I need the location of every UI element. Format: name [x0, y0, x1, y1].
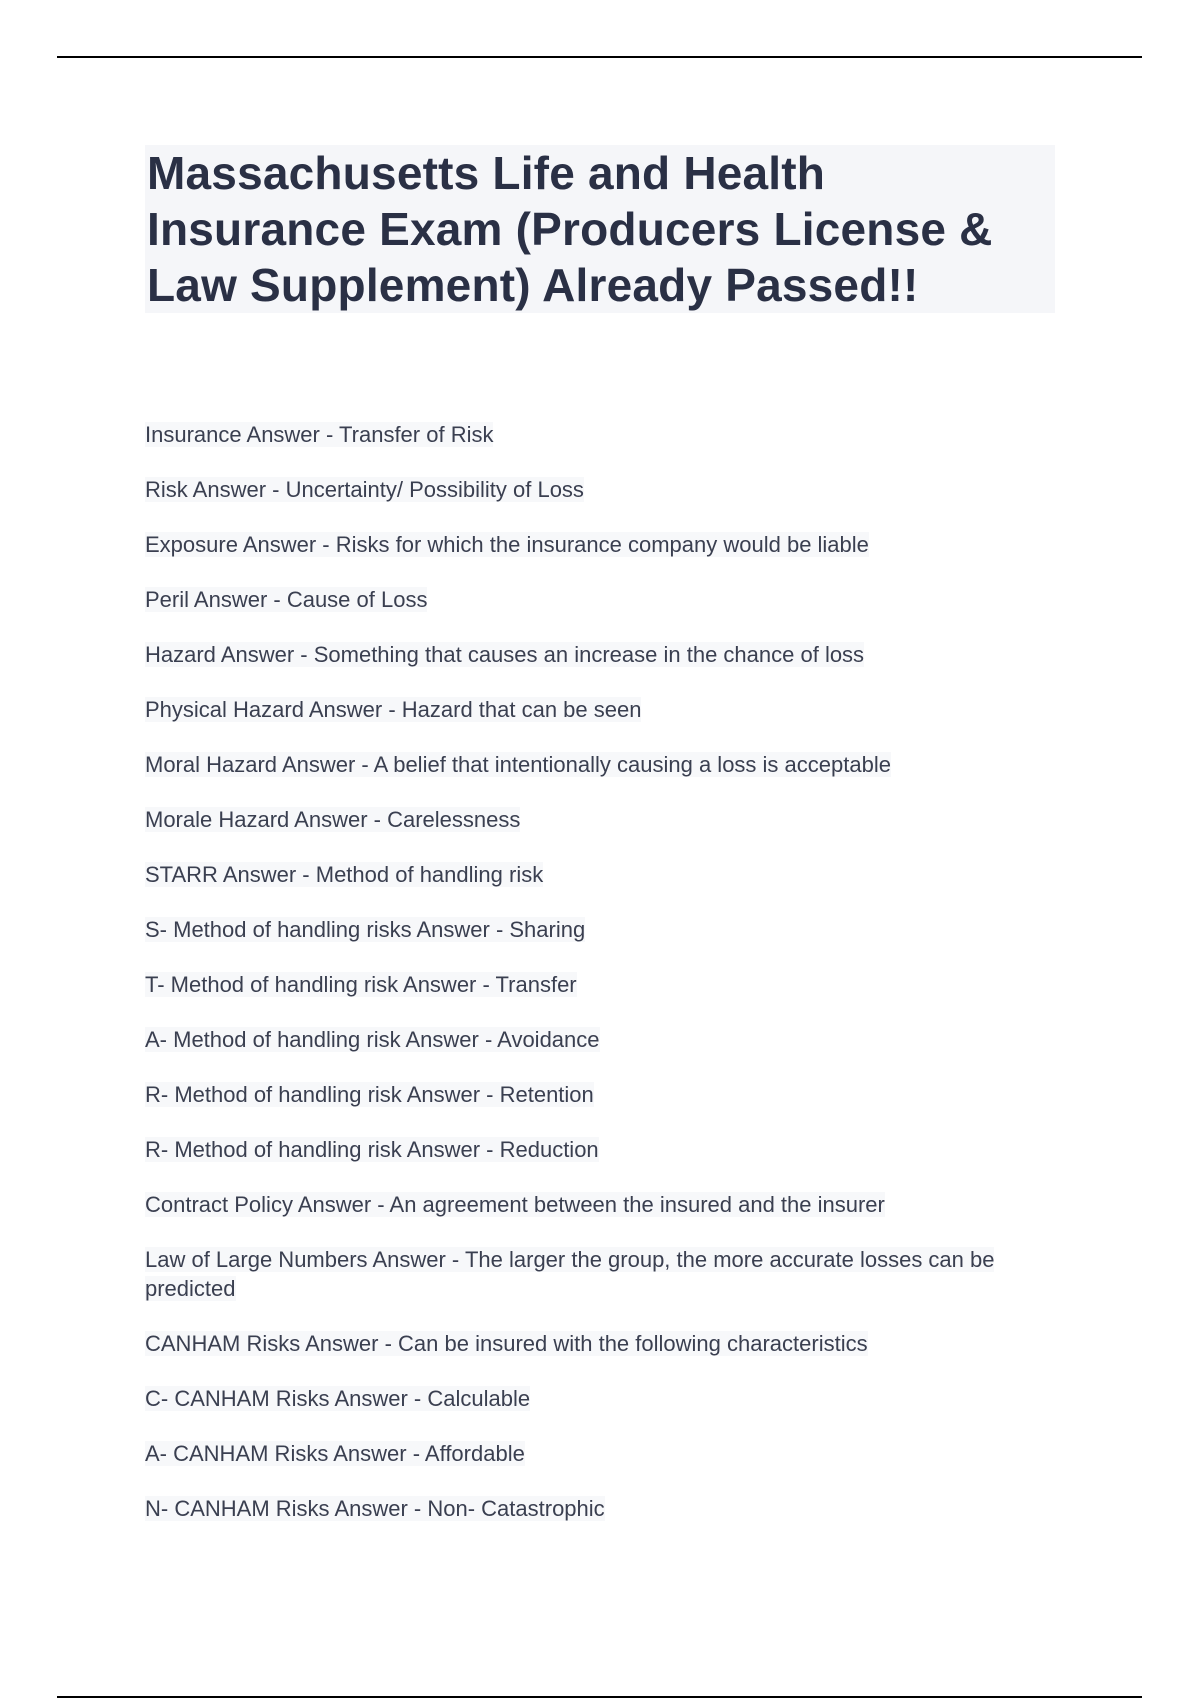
list-item: R- Method of handling risk Answer - Retention: [145, 1082, 594, 1107]
list-item: Exposure Answer - Risks for which the insurance company would be liable: [145, 532, 869, 557]
list-item: C- CANHAM Risks Answer - Calculable: [145, 1386, 531, 1411]
list-item: Morale Hazard Answer - Carelessness: [145, 807, 521, 832]
list-item: Physical Hazard Answer - Hazard that can be seen: [145, 697, 642, 722]
bottom-divider: [57, 1696, 1142, 1698]
list-item: R- Method of handling risk Answer - Reduction: [145, 1137, 599, 1162]
list-item: S- Method of handling risks Answer - Sharing: [145, 917, 586, 942]
list-item: T- Method of handling risk Answer - Transfer: [145, 972, 577, 997]
top-divider: [57, 56, 1142, 58]
list-item: A- CANHAM Risks Answer - Affordable: [145, 1441, 525, 1466]
list-item: Law of Large Numbers Answer - The larger the group, the more accurate losses can be predicted: [145, 1247, 995, 1301]
list-item: N- CANHAM Risks Answer - Non- Catastrophic: [145, 1496, 605, 1521]
list-item: Risk Answer - Uncertainty/ Possibility of Loss: [145, 477, 584, 502]
list-item: Hazard Answer - Something that causes an increase in the chance of loss: [145, 642, 865, 667]
list-item: STARR Answer - Method of handling risk: [145, 862, 544, 887]
list-item: CANHAM Risks Answer - Can be insured with the following characteristics: [145, 1331, 868, 1356]
page-title: Massachusetts Life and Health Insurance Exam (Producers License & Law Supplement) Already Passed!!: [147, 147, 993, 311]
title-block: [145, 145, 1055, 313]
list-item: Contract Policy Answer - An agreement between the insured and the insurer: [145, 1192, 885, 1217]
list-item: Moral Hazard Answer - A belief that intentionally causing a loss is acceptable: [145, 752, 891, 777]
list-item: Insurance Answer - Transfer of Risk: [145, 422, 494, 447]
list-item: A- Method of handling risk Answer - Avoidance: [145, 1027, 600, 1052]
qa-list: [145, 420, 1065, 1549]
list-item: Peril Answer - Cause of Loss: [145, 587, 428, 612]
